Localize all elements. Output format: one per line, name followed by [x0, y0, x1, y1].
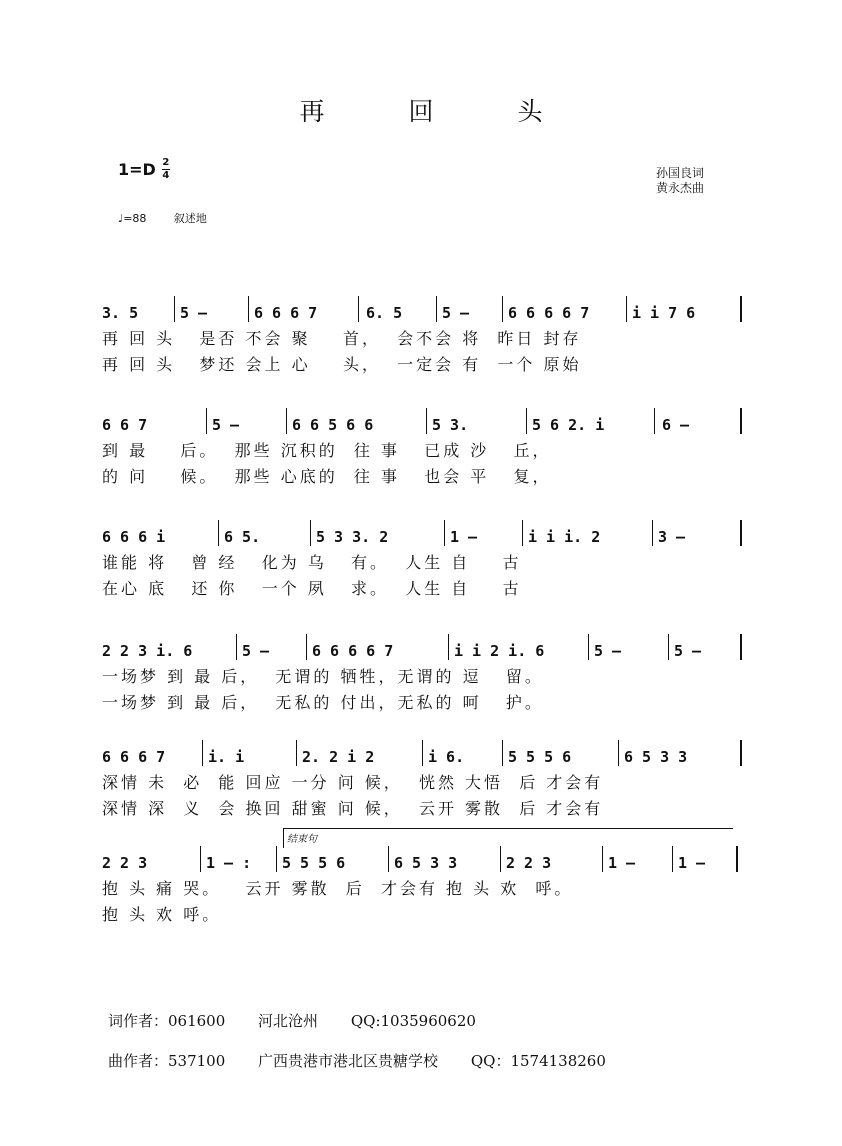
measure: 2. 2 i 2: [302, 748, 375, 766]
lyric-line: 的 问 候。 那些 心底的 往 事 也会 平 复，: [102, 467, 552, 486]
bar-line: [740, 740, 742, 766]
measure: i i 2 i. 6: [454, 642, 545, 660]
bar-line: [740, 520, 742, 546]
ending-bracket-edge: [283, 828, 284, 848]
notation-line: [102, 740, 742, 770]
bar-line: [502, 296, 503, 322]
bar-line: [448, 634, 449, 660]
lyric-line: 一场梦 到 最 后， 无谓的 牺牲，无谓的 逗 留。: [102, 667, 544, 686]
score-system: [102, 740, 742, 822]
bar-line: [588, 634, 589, 660]
bar-line: [626, 296, 627, 322]
measure: 6 –: [662, 416, 690, 434]
notation-line: [102, 296, 742, 326]
bar-line: [248, 296, 249, 322]
time-signature: [162, 158, 170, 181]
lyricist-postcode: 词作者：061600: [108, 1012, 226, 1030]
bar-line: [306, 634, 307, 660]
bar-line: [672, 846, 673, 872]
lyricist-qq: QQ:1035960620: [350, 1012, 476, 1030]
measure: 5 –: [212, 416, 240, 434]
score-system: [102, 634, 742, 716]
measure: 5 6 2. i: [532, 416, 605, 434]
bar-line: [740, 408, 742, 434]
measure: 2 2 3: [506, 854, 552, 872]
lyric-line: 在心 底 还 你 一个 夙 求。 人生 自 古: [102, 579, 522, 598]
bar-line: [652, 520, 653, 546]
bar-line: [668, 634, 669, 660]
notation-line: [102, 846, 742, 876]
measure: i 6.: [428, 748, 465, 766]
ending-bracket: [283, 828, 733, 845]
ending-label: 结束句: [287, 834, 317, 845]
measure: 2 2 3: [102, 854, 148, 872]
lyric-line: 谁能 将 曾 经 化为 乌 有。 人生 自 古: [102, 553, 522, 572]
bar-line: [740, 634, 742, 660]
measure: 5 5 5 6: [508, 748, 572, 766]
measure: 6 6 6 i: [102, 528, 166, 546]
bar-line: [388, 846, 389, 872]
bar-line: [236, 634, 237, 660]
composer: 黄永杰曲: [656, 181, 705, 195]
bar-line: [526, 408, 527, 434]
measure: 1 –: [450, 528, 478, 546]
measure: 6 5 3 3: [394, 854, 458, 872]
measure: 2 2 3 i. 6: [102, 642, 193, 660]
composer-qq: QQ：1574138260: [470, 1052, 606, 1070]
lyric-line: 一场梦 到 最 后， 无私的 付出，无私的 呵 护。: [102, 693, 544, 712]
bar-line: [286, 408, 287, 434]
bar-line: [522, 520, 523, 546]
tempo: ♩=88: [118, 212, 147, 225]
key-signature: [118, 158, 170, 181]
measure: 6 6 6 7: [254, 304, 318, 322]
measure: 6 6 5 6 6: [292, 416, 374, 434]
lyricist-location: 河北沧州: [258, 1012, 319, 1030]
measure: 6 6 7: [102, 416, 148, 434]
measure: 3. 5: [102, 304, 139, 322]
bar-line: [736, 846, 738, 872]
measure: 5 –: [442, 304, 470, 322]
bar-line: [202, 740, 203, 766]
bar-line: [218, 520, 219, 546]
time-sig-top: 2: [162, 157, 170, 168]
measure: 6 5.: [224, 528, 261, 546]
expression: 叙述地: [173, 212, 207, 225]
measure: 6 6 6 6 7: [508, 304, 590, 322]
measure: 1 –: [678, 854, 706, 872]
measure: 5 3.: [432, 416, 469, 434]
bar-line: [502, 740, 503, 766]
lyric-line: 深情 未 必 能 回应 一分 问 候， 恍然 大悟 后 才会有: [102, 773, 604, 792]
notation-line: [102, 408, 742, 438]
bar-line: [602, 846, 603, 872]
bar-line: [174, 296, 175, 322]
measure: 6. 5: [366, 304, 403, 322]
measure: 3 –: [658, 528, 686, 546]
lyric-line: 抱 头 痛 哭。 云开 雾散 后 才会有 抱 头 欢 呼。: [102, 879, 574, 898]
lyric-line: 深情 深 义 会 换回 甜蜜 问 候， 云开 雾散 后 才会有: [102, 799, 604, 818]
bar-line: [200, 846, 201, 872]
measure: 1 –: [608, 854, 636, 872]
measure: 6 6 6 7: [102, 748, 166, 766]
measure: 5 3 3. 2: [316, 528, 389, 546]
measure: 5 –: [674, 642, 702, 660]
measure: 5 –: [180, 304, 208, 322]
footer-line-1: [108, 1010, 504, 1031]
bar-line: [422, 740, 423, 766]
measure: i i i. 2: [528, 528, 601, 546]
credits: [656, 166, 704, 196]
key-label: 1=D: [118, 160, 156, 179]
bar-line: [310, 520, 311, 546]
bar-line: [500, 846, 501, 872]
bar-line: [740, 296, 742, 322]
score-system: [102, 520, 742, 602]
lyric-line: 再 回 头 是否 不会 聚 首， 会不会 将 昨日 封存: [102, 329, 582, 348]
bar-line: [296, 740, 297, 766]
measure: 5 –: [594, 642, 622, 660]
score-system: [102, 408, 742, 490]
bar-line: [444, 520, 445, 546]
composer-postcode: 曲作者：537100: [108, 1052, 226, 1070]
measure: 6 5 3 3: [624, 748, 688, 766]
score-system: [102, 296, 742, 378]
notation-line: [102, 520, 742, 550]
bar-line: [276, 846, 277, 872]
bar-line: [618, 740, 619, 766]
lyric-line: 再 回 头 梦还 会上 心 头， 一定会 有 一个 原始: [102, 355, 582, 374]
measure: 6 6 6 6 7: [312, 642, 394, 660]
song-title: 再 回 头: [299, 97, 581, 126]
measure: i i 7 6: [632, 304, 696, 322]
bar-line: [426, 408, 427, 434]
score-system: [102, 846, 742, 928]
tempo-marking: [118, 210, 231, 226]
bar-line: [654, 408, 655, 434]
measure: 5 –: [242, 642, 270, 660]
footer-line-2: [108, 1050, 634, 1071]
lyric-line: 到 最 后。 那些 沉积的 往 事 已成 沙 丘，: [102, 441, 552, 460]
composer-location: 广西贵港市港北区贵糖学校: [258, 1052, 439, 1070]
measure: 1 – :: [206, 854, 252, 872]
lyricist: 孙国良词: [656, 166, 705, 180]
lyric-line: 抱 头 欢 呼。: [102, 905, 222, 924]
bar-line: [436, 296, 437, 322]
bar-line: [206, 408, 207, 434]
notation-line: [102, 634, 742, 664]
measure: i. i: [208, 748, 245, 766]
measure: 5 5 5 6: [282, 854, 346, 872]
bar-line: [358, 296, 359, 322]
time-sig-bottom: 4: [162, 170, 170, 181]
